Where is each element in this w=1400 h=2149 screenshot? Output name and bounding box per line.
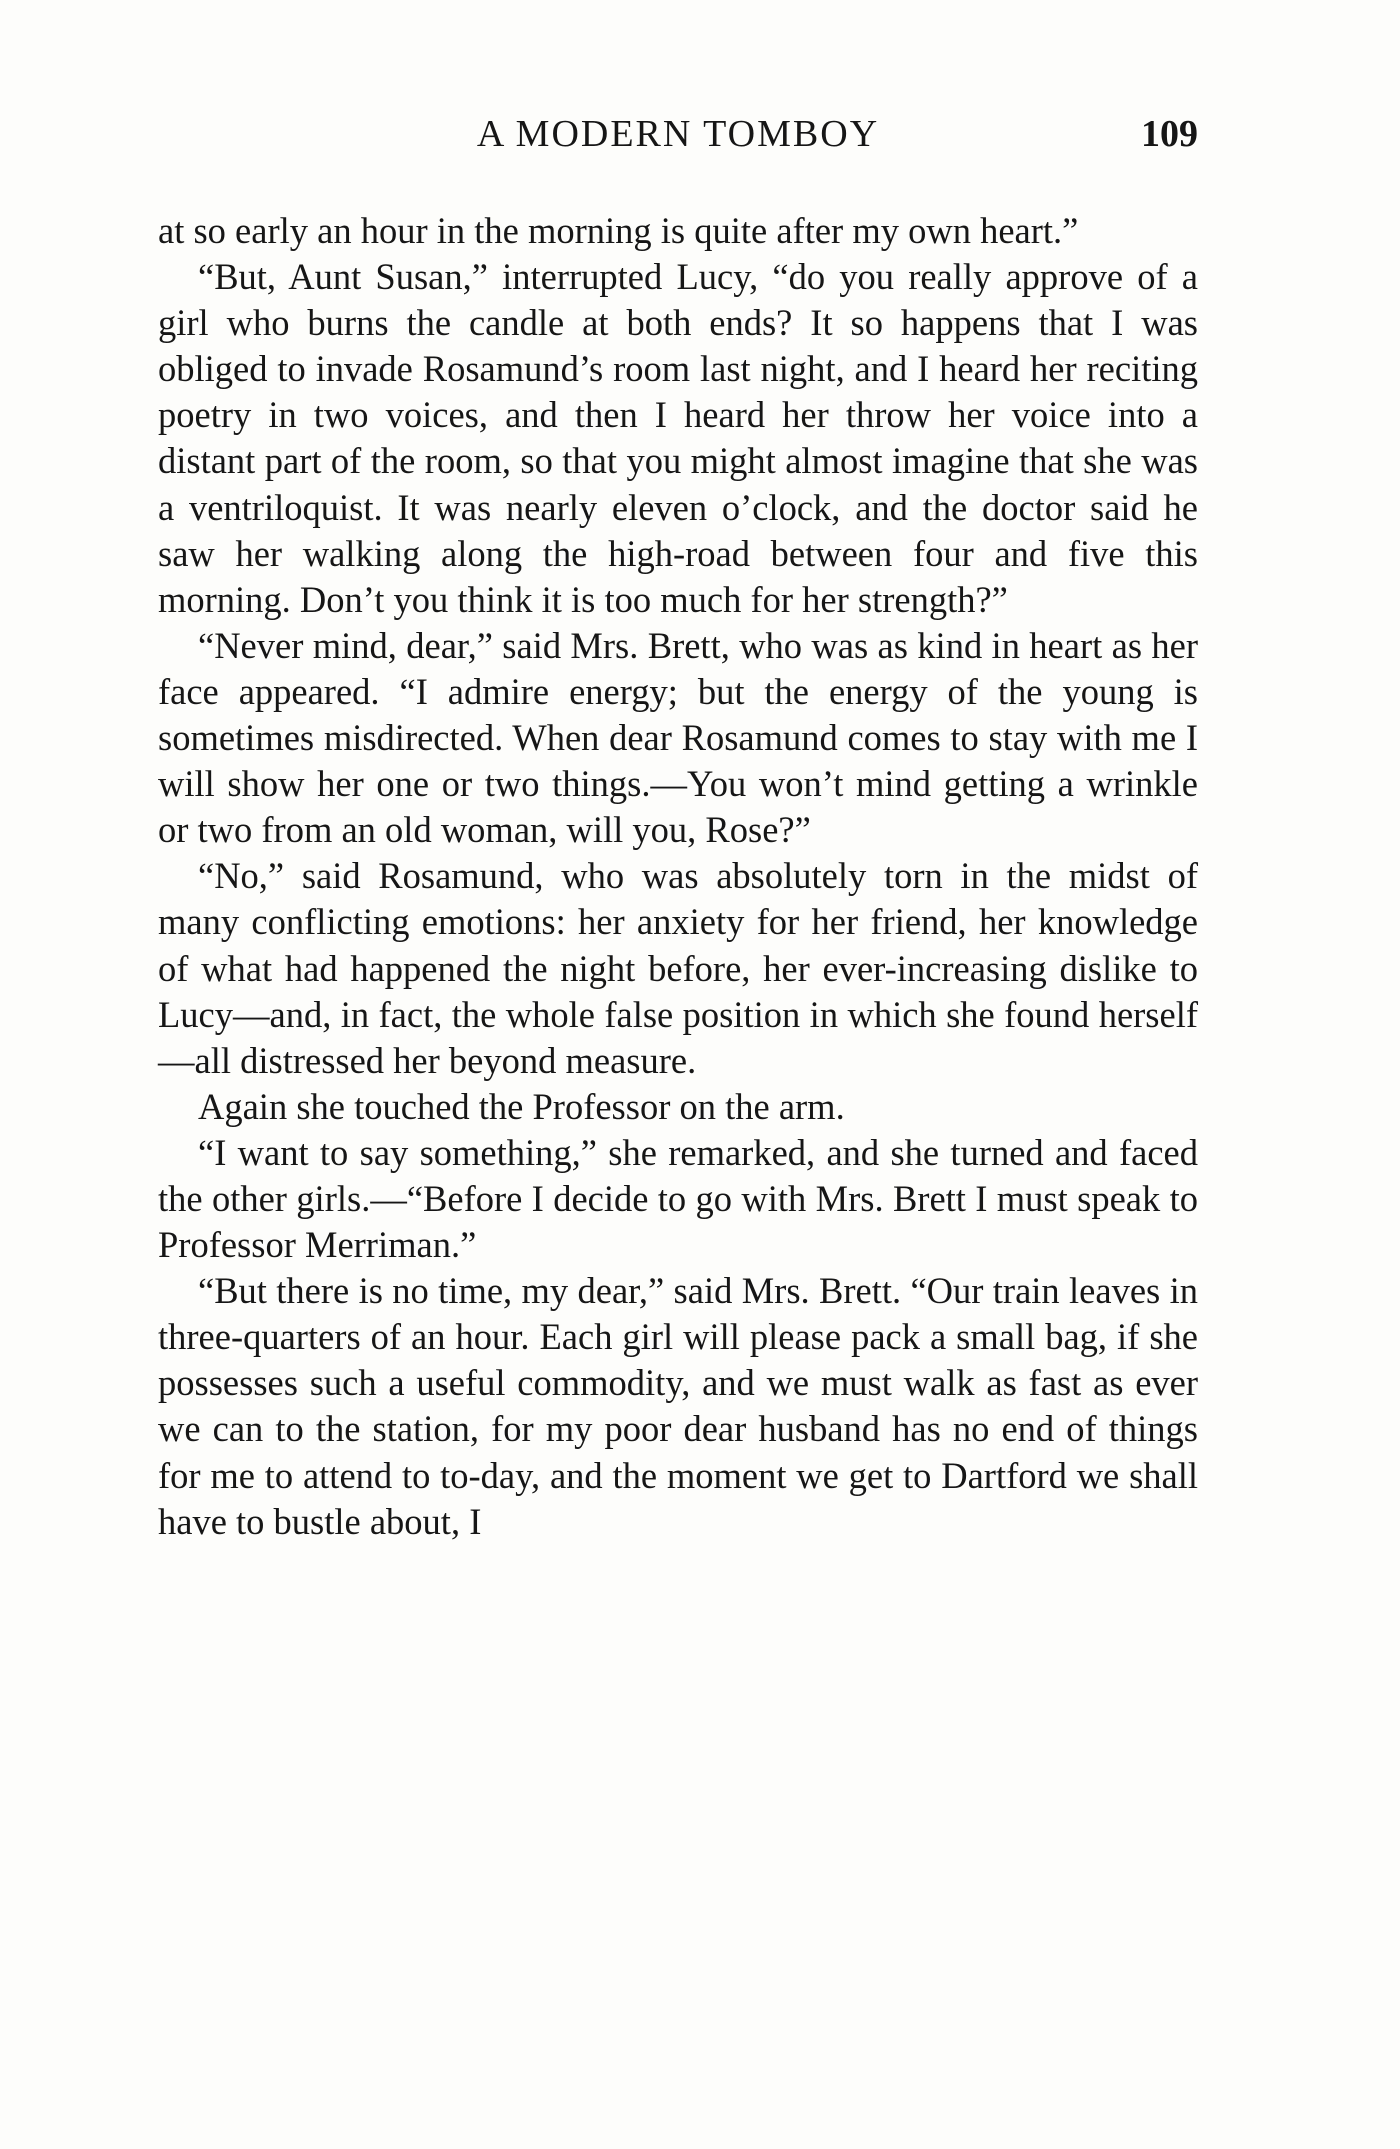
paragraph: “No,” said Rosamund, who was absolutely torn in the midst of many conflicting emotions: her anxiety for her friend, her knowledge of what had happened the night before, her ever-increasing dislike to Lucy—and, in fact, the whole false position in which she found herself—all distressed her beyond measure. (158, 855, 1198, 1081)
paragraph: at so early an hour in the morning is quite after my own heart.” (158, 210, 1079, 251)
page-header (158, 112, 1198, 172)
paragraph: “I want to say something,” she remarked, and she turned and faced the other girls.—“Before I decide to go with Mrs. Brett I must speak to Professor Merriman.” (158, 1131, 1198, 1266)
paragraph: “But there is no time, my dear,” said Mrs. Brett. “Our train leaves in three-quarters of an hour. Each girl will please pack a small bag, if she possesses such a useful commodity, and we must walk as fast as ever we can to the station, for my poor dear husband has no end of things for me to attend to to-day, and the moment we get to Dartford we shall have to bustle about, I (158, 1270, 1198, 1542)
paragraph: “Never mind, dear,” said Mrs. Brett, who was as kind in heart as her face appeared. “I admire energy; but the energy of the young is sometimes misdirected. When dear Rosamund comes to stay with me I will show her one or two things.—You won’t mind getting a wrinkle or two from an old woman, will you, Rose?” (158, 624, 1198, 851)
paragraph: Again she touched the Professor on the arm. (198, 1085, 845, 1127)
paragraph: “But, Aunt Susan,” interrupted Lucy, “do you really approve of a girl who burns the candle at both ends? It so happens that I was obliged to invade Rosamund’s room last night, and I heard her reciting poetry in two voices, and then I heard her throw her voice into a distant part of the room, so that you might almost imagine that she was a ventriloquist. It was nearly eleven o’clock, and the doctor said he saw her walking along the high-road between four and five this morning. Don’t you think it is too much for her strength?” (158, 256, 1198, 620)
body-text (158, 208, 1198, 1545)
page-number: 109 (1141, 113, 1198, 155)
running-title: A MODERN TOMBOY (476, 113, 880, 155)
